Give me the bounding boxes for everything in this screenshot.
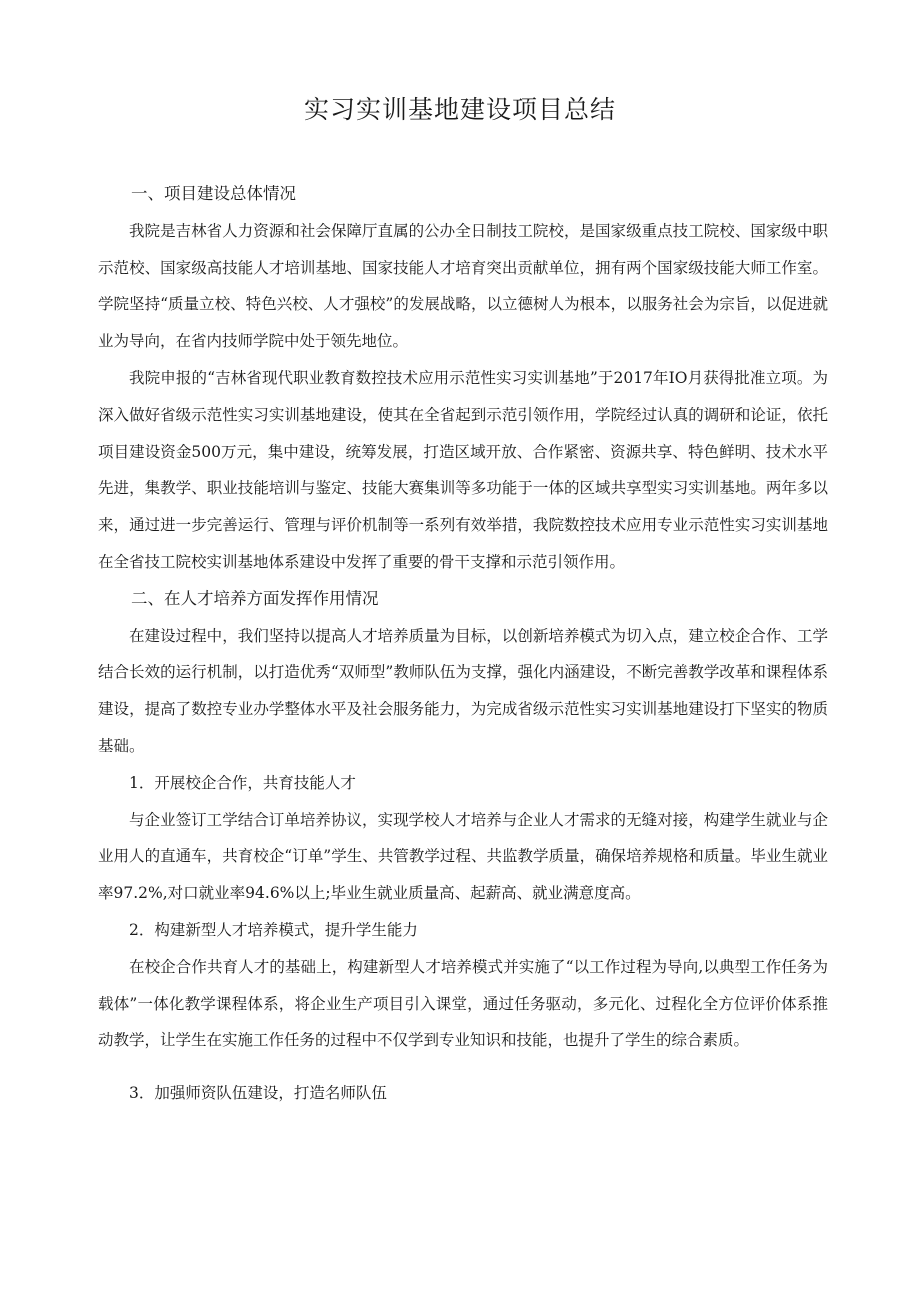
paragraph-institution-intro: 我院是吉林省人力资源和社会保障厅直属的公办全日制技工院校，是国家级重点技工院校、国家级中职示范校、国家级高技能人才培训基地、国家技能人才培育突出贡献单位，拥有两个国家级技能大师工作室。学院坚持“质量立校、特色兴校、人才强校”的发展战略，以立德树人为根本，以服务社会为宗旨，以促进就业为导向，在省内技师学院中处于领先地位。 — [98, 221, 828, 351]
paragraph-training-model: 在校企合作共育人才的基础上，构建新型人才培养模式并实施了“以工作过程为导向,以典型工作任务为载体”一体化教学课程体系，将企业生产项目引入课堂，通过任务驱动，多元化、过程化全方位评价体系推动教学，让学生在实施工作任务的过程中不仅学到专业知识和技能，也提升了学生的综合素质。 — [98, 957, 828, 1050]
paragraph-school-enterprise: 与企业签订工学结合订单培养协议，实现学校人才培养与企业人才需求的无缝对接，构建学生就业与企业用人的直通车，共育校企“订单”学生、共管教学过程、共监教学质量，确保培养规格和质量。毕业生就业率97.2%,对口就业率94.6%以上;毕业生就业质量高、起薪高、就业满意度高。 — [98, 810, 828, 903]
subsection-heading-school-enterprise: 1．开展校企合作，共育技能人才 — [129, 773, 356, 792]
document-body — [98, 176, 828, 1112]
section-heading-talent-training: 二、在人才培养方面发挥作用情况 — [131, 588, 379, 608]
subsection-heading-faculty: 3．加强师资队伍建设，打造名师队伍 — [129, 1084, 387, 1103]
section-heading-overview: 一、项目建设总体情况 — [131, 184, 296, 203]
subsection-heading-training-model: 2．构建新型人才培养模式，提升学生能力 — [129, 920, 418, 939]
paragraph-base-approval: 我院申报的“吉林省现代职业教育数控技术应用示范性实习实训基地”于2017年IO月获得批准立项。为深入做好省级示范性实习实训基地建设，使其在全省起到示范引领作用，学院经过认真的调研和论证，依托项目建设资金500万元，集中建设，统筹发展，打造区域开放、合作紧密、资源共享、特色鲜明、技术水平先进，集教学、职业技能培训与鉴定、技能大赛集训等多功能于一体的区域共享型实习实训基地。两年多以来，通过进一步完善运行、管理与评价机制等一系列有效举措，我院数控技术应用专业示范性实习实训基地在全省技工院校实训基地体系建设中发挥了重要的骨干支撑和示范引领作用。 — [98, 368, 828, 571]
paragraph-training-goals: 在建设过程中，我们坚持以提高人才培养质量为目标，以创新培养模式为切入点，建立校企合作、工学结合长效的运行机制，以打造优秀“双师型”教师队伍为支撑，强化内涵建设，不断完善教学改革和课程体系建设，提高了数控专业办学整体水平及社会服务能力，为完成省级示范性实习实训基地建设打下坚实的物质基础。 — [98, 626, 828, 755]
page-title: 实习实训基地建设项目总结 — [303, 95, 616, 124]
